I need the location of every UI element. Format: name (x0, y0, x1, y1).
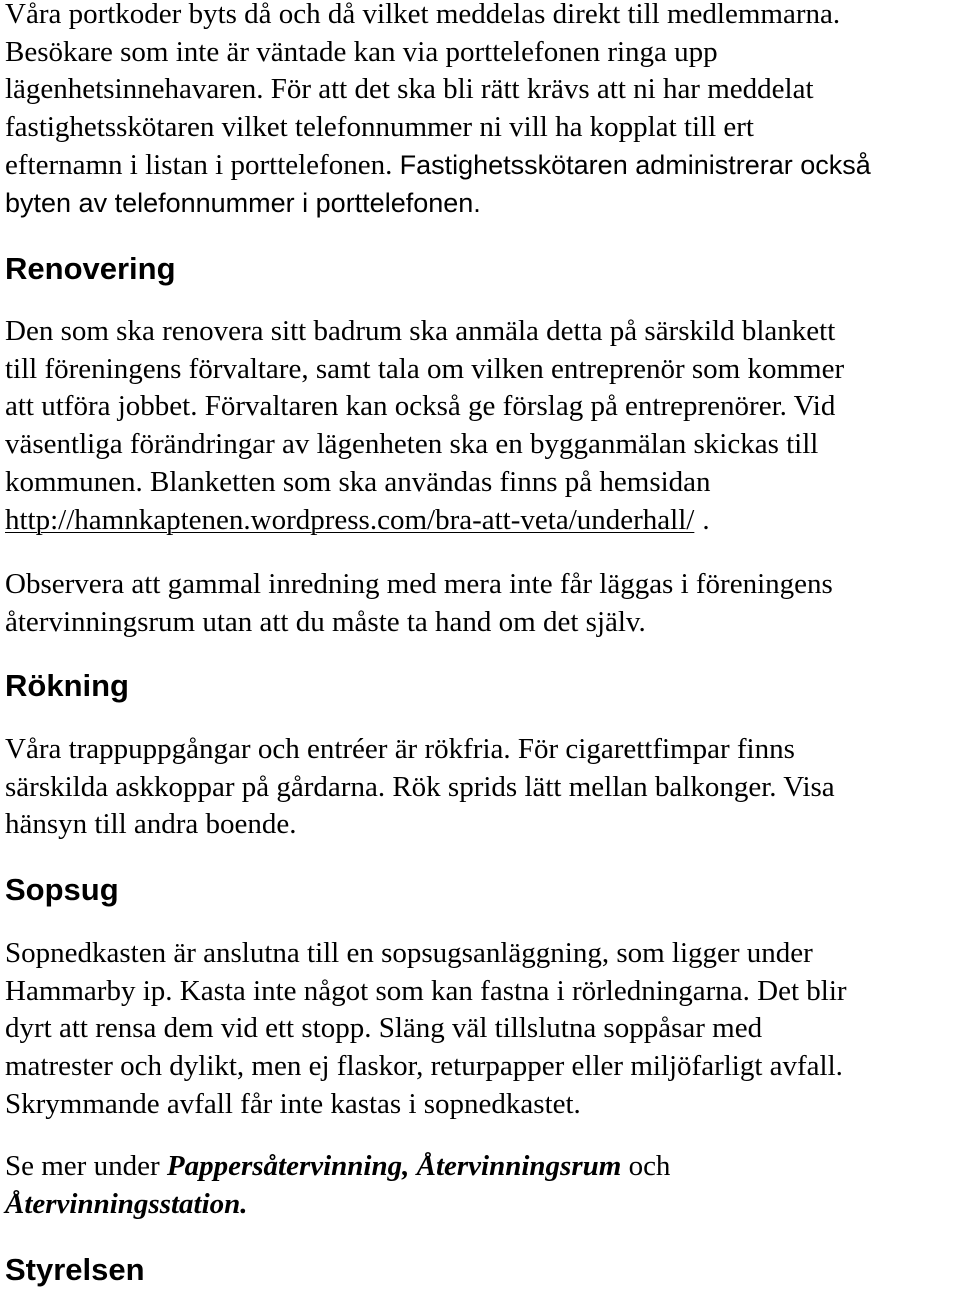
renovering-link-line (5, 502, 844, 540)
see-more-mid: och (621, 1150, 671, 1182)
heading-sopsug: Sopsug (5, 872, 119, 907)
see-more-prefix: Se mer under (5, 1150, 167, 1182)
rokning-line-2: särskilda askkoppar på gårdarna. Rök sprids lätt mellan balkonger. Visa (5, 770, 835, 803)
see-more-link-pappers: Pappersåtervinning, Återvinningsrum (166, 1150, 622, 1182)
see-more-line-1 (5, 1148, 670, 1186)
renovering-paragraph (5, 313, 844, 539)
intro-line-1: Våra portkoder byts då och då vilket meddelas direkt till medlemmarna. (5, 0, 841, 30)
heading-styrelsen: Styrelsen (5, 1252, 145, 1287)
intro-line-3: lägenhetsinnehavaren. För att det ska bli rätt krävs att ni har meddelat (5, 73, 814, 106)
heading-renovering: Renovering (5, 251, 176, 286)
sopsug-paragraph (5, 935, 847, 1124)
note-line-1: Observera att gammal inredning med mera inte får läggas i föreningens (5, 568, 833, 600)
hemsidan-link[interactable]: http://hamnkaptenen.wordpress.com/bra-att-veta/underhall/ (5, 503, 695, 536)
renovering-line-4: väsentliga förändringar av lägenheten ska en bygganmälan skickas till (5, 428, 819, 461)
rokning-line-1: Våra trappuppgångar och entréer är rökfria. För cigarettfimpar finns (5, 733, 795, 765)
note-line-2: återvinningsrum utan att du måste ta hand om det själv. (5, 605, 646, 638)
intro-paragraph (5, 0, 871, 222)
renovering-line-5: kommunen. Blanketten som ska användas finns på hemsidan (5, 465, 711, 498)
rokning-line-3: hänsyn till andra boende. (5, 808, 297, 841)
intro-line-6: byten av telefonnummer i porttelefonen. (5, 187, 481, 218)
sopsug-line-3: dyrt att rensa dem vid ett stopp. Släng väl tillslutna soppåsar med (5, 1012, 763, 1045)
see-more-link-station: Återvinningsstation. (5, 1187, 248, 1220)
rokning-paragraph (5, 731, 835, 844)
sopsug-line-5: Skrymmande avfall får inte kastas i sopnedkastet. (5, 1087, 581, 1120)
renovering-line-1: Den som ska renovera sitt badrum ska anmäla detta på särskild blankett (5, 315, 836, 347)
link-suffix: . (702, 503, 710, 536)
intro-line-2: Besökare som inte är väntade kan via porttelefonen ringa upp (5, 35, 718, 68)
renovering-line-3: att utföra jobbet. Förvaltaren kan också ge förslag på entreprenörer. Vid (5, 390, 836, 423)
sopsug-line-4: matrester och dylikt, men ej flaskor, returpapper eller miljöfarligt avfall. (5, 1050, 843, 1083)
renovering-line-2: till föreningens förvaltare, samt tala om vilken entreprenör som kommer (5, 352, 845, 385)
heading-rokning: Rökning (5, 668, 129, 703)
sopsug-line-2: Hammarby ip. Kasta inte något som kan fastna i rörledningarna. Det blir (5, 974, 847, 1007)
intro-line-5 (5, 147, 871, 185)
intro-line-4: fastighetsskötaren vilket telefonnummer ni vill ha kopplat till ert (5, 111, 754, 144)
sopsug-line-1: Sopnedkasten är anslutna till en sopsugsanläggning, som ligger under (5, 937, 813, 969)
intro-sans-tail: Fastighetsskötaren administrerar också (399, 149, 871, 180)
renovering-note (5, 566, 833, 641)
see-more-paragraph (5, 1148, 670, 1223)
intro-line-5-text: efternamn i listan i porttelefonen. (5, 148, 393, 181)
